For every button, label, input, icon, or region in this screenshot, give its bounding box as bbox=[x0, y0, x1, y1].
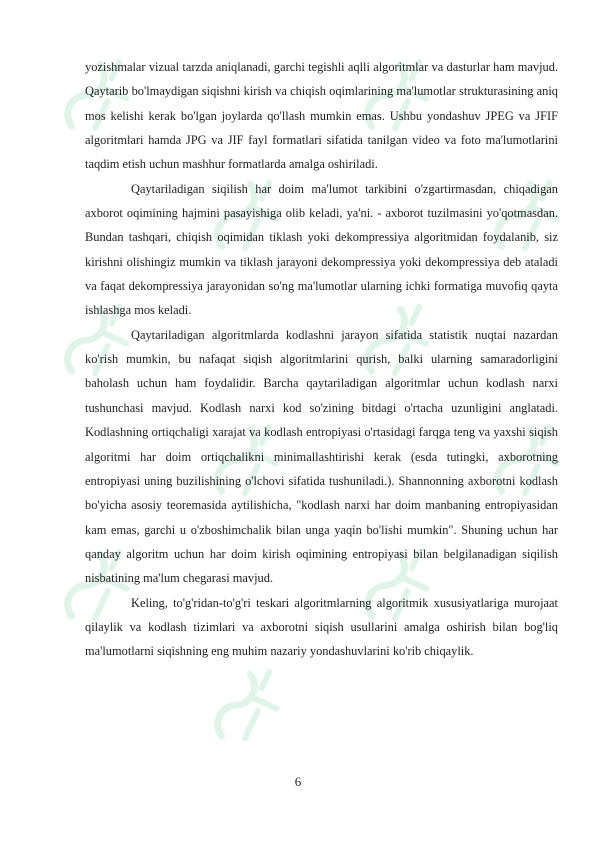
paragraph-3: Qaytariladigan algoritmlarda kodlashni jarayon sifatida statistik nuqtai nazardan ko'rish mumkin, bu nafaqat siqish algoritmlarini qurish, balki ularning samaradorligini baholash uchun ham foydalidir. Barcha qaytariladigan algoritmlar uchun kodlash narxi tushunchasi mavjud. Kodlash narxi kod so'zining bitdagi o'rtacha uzunligini anglatadi. Kodlashning ortiqchaligi xarajat va kodlash entropiyasi o'rtasidagi farqga teng va yaxshi siqish algoritmi har doim ortiqchalikni minimallashtirishi kerak (esda tutingki, axborotning entropiyasi uning buzilishining o'lchovi sifatida tushuniladi.). Shannonning axborotni kodlash bo'yicha asosiy teoremasida aytilishicha, "kodlash narxi har doim manbaning entropiyasidan kam emas, garchi u o'zboshimchalik bilan unga yaqin bo'lishi mumkin". Shuning uchun har qanday algoritm uchun har doim kirish oqimining entropiyasi bilan belgilanadigan siqilish nisbatining ma'lum chegarasi mavjud. bbox=[85, 327, 558, 586]
watermark-mark bbox=[212, 661, 289, 752]
paragraph-2: Qaytariladigan siqilish har doim ma'lumot tarkibini o'zgartirmasdan, chiqadigan axborot oqimining hajmini pasayishiga olib keladi, ya'ni. - axborot tuzilmasini yo'qotmasdan. Bundan tashqari, chiqish oqimidan tiklash yoki dekompressiya algoritmidan foydalanib, siz kirishni olishingiz mumkin va tiklash jarayoni dekompressiya yoki dekompressiya deb ataladi va faqat dekompressiya jarayonidan so'ng ma'lumotlar ularning ichki formatiga muvofiq qayta ishlashga mos keladi. bbox=[85, 181, 558, 318]
body-text bbox=[85, 55, 558, 664]
paragraph-1: yozishmalar vizual tarzda aniqlanadi, garchi tegishli aqlli algoritmlar va dasturlar ham mavjud. Qaytarib bo'lmaydigan siqishni kirish va chiqish oqimlarining ma'lumotlar strukturasining aniq mos kelishi kerak bo'lgan joylarda qo'llash mumkin emas. Ushbu yondashuv JPEG va JFIF algoritmlari hamda JPG va JIF fayl formatlari sifatida tanilgan video va foto ma'lumotlarini taqdim etish uchun mashhur formatlarda amalga oshiriladi. bbox=[85, 60, 558, 172]
page-number: 6 bbox=[294, 774, 302, 789]
paragraph-4: Keling, to'g'ridan-to'g'ri teskari algoritmlarning algoritmik xususiyatlariga murojaat qilaylik va kodlash tizimlari va axborotni siqish usullarini amalga oshirish bilan bog'liq ma'lumotlarni siqishning eng muhim nazariy yondashuvlarini ko'rib chiqaylik. bbox=[85, 595, 558, 659]
